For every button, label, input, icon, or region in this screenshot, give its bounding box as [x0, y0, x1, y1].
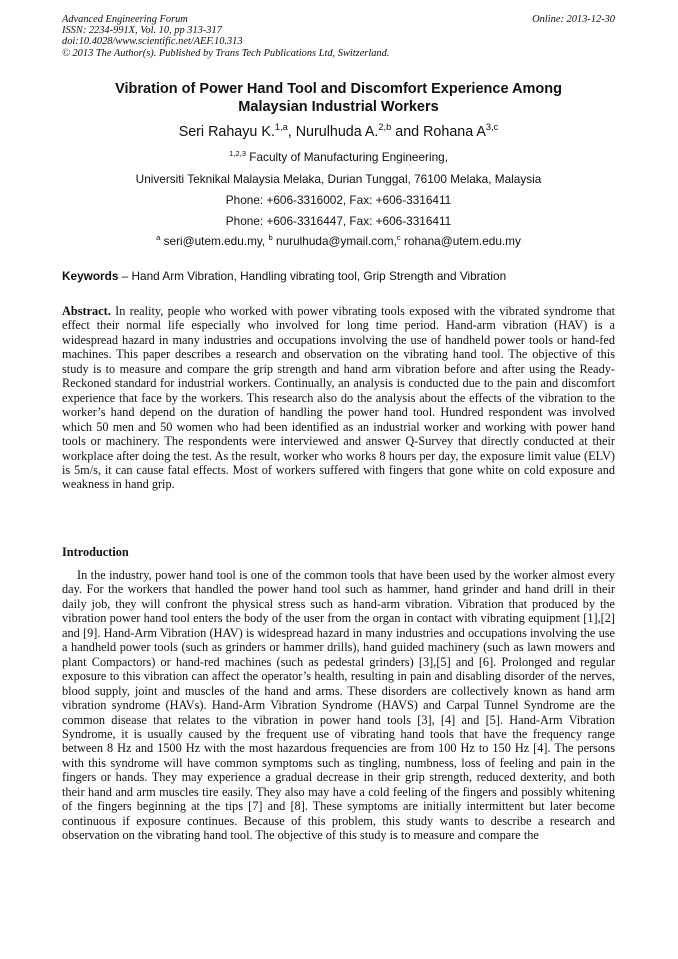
affiliation-phone-2: Phone: +606-3316447, Fax: +606-3316411	[225, 214, 452, 228]
issn-line: ISSN: 2234-991X, Vol. 10, pp 313-317	[62, 25, 222, 37]
journal-name: Advanced Engineering Forum	[62, 14, 188, 25]
author-1: Seri Rahayu K.	[178, 124, 275, 140]
abstract	[62, 304, 615, 492]
author-1-affiliation: 1,a	[274, 122, 288, 133]
author-separator: and	[391, 124, 424, 140]
keywords-text: – Hand Arm Vibration, Handling vibrating tool, Grip Strength and Vibration	[118, 269, 507, 283]
introduction-heading: Introduction	[62, 545, 129, 559]
online-date: Online: 2013-12-30	[532, 14, 615, 25]
keywords	[62, 269, 615, 283]
introduction-body: In the industry, power hand tool is one of the common tools that have been used by the worker almost every day. For the workers that handled the power hand tool such as hammer, hand grinder and hand drill in their daily job, they will confront the physical stress such as hand-arm vibration. Vibration that produced by the vibration power hand tool enters the body of the user from the organ in contact with vibrating equipment [1],[2] and [9]. Hand-Arm Vibration (HAV) is widespread hazard in many industries and occupations involving the use a handheld power tools (such as grinders or hammer drills), hand guided machinery (such as lawn mowers and plant Compactors) or hand-red machines (such as pedestal grinders) [3],[5] and [6]. Prolonged and regular exposure to this vibration can affect the operator’s health, resulting in pain and disabling disorder of the nerves, blood supply, joint and muscles of the hand and arms. These disorders are collectively known as hand arm vibration syndrome (HAVs). Hand-Arm Vibration Syndrome (HAVS) and Carpal Tunnel Syndrome are the common disease that relates to the vibration in power hand tools [3], [4] and [5]. Hand-Arm Vibration Syndrome, it is usually caused by the frequent use of vibrating hand tools that have the frequency range between 8 Hz and 1500 Hz with the most hazardous frequencies are from 100 Hz to 150 Hz [4]. The persons with this syndrome will have common symptoms such as tingling, numbness, loss of feeling and pain in the fingers or hands. They may experience a gradual decrease in their grip strength, reduced dexterity, and both their hand and arm muscles tire easily. They also may have a cold feeling of the fingers and possibly whitening of the fingers beginning at the tips [7] and [8]. These symptoms are initially intermittent but later become continuous if exposure continues. Because of this problem, this study wants to describe a research and observation on the vibrating hand tool. The objective of this study is to measure and compare the	[62, 568, 615, 843]
title-line-1: Vibration of Power Hand Tool and Discomfort Experience Among	[115, 81, 562, 97]
affiliation-university: Universiti Teknikal Malaysia Melaka, Durian Tunggal, 76100 Melaka, Malaysia	[135, 172, 542, 186]
author-2-affiliation: 2,b	[378, 122, 392, 133]
author-separator: ,	[287, 124, 296, 140]
author-3: Rohana A	[423, 124, 486, 140]
paper-title	[62, 80, 615, 116]
running-header	[62, 14, 615, 59]
email-b: nurulhuda@ymail.com,	[272, 234, 397, 248]
title-line-2: Malaysian Industrial Workers	[238, 99, 439, 115]
author-3-affiliation: 3,c	[485, 122, 499, 133]
email-c: rohana@utem.edu.my	[400, 234, 521, 248]
author-emails: $^a$ seri@utem.edu.my, $^b$ nurulhuda@ymail.com,$^c$ rohana@utem.edu.my	[156, 233, 521, 248]
author-2: Nurulhuda A.	[295, 124, 379, 140]
abstract-label: Abstract.	[62, 304, 111, 318]
abstract-text: In reality, people who worked with power vibrating tools exposed with the vibrated syndrome that effect their normal life especially who involved for long time period. Hand-arm vibration (HAV) is a widespread hazard in many industries and occupations involving the use of handheld power tools or hand-fed machines. This paper describes a research and observation on the vibrating hand tool. The objective of this study is to measure and compare the grip strength and hand arm vibration before and after using the Ready-Reckoned standard for industrial workers. Continually, an analysis is conducted due to the pain and discomfort experience that face by the workers. This research also do the analysis about the effects of the vibration to the worker’s hand depend on the duration of handling the power hand tool. Hundred respondent was involved which 50 men and 50 women who had been identified as an industrial worker and working with power hand tools or machinery. The respondents were interviewed and answer Q-Survey that directly conducted at their workplace after doing the test. As the result, worker who works 8 hours per day, the exposure limit value (ELV) is 5m/s, it can cause fatal effects. Most of workers suffered with fingers that gone white on cold exposure and weakness in hand grip.	[62, 304, 615, 492]
affiliation-faculty: $^{1,2,3}$ Faculty of Manufacturing Engineering,	[228, 149, 448, 164]
keywords-label: Keywords	[62, 269, 119, 283]
affiliation-phone-1: Phone: +606-3316002, Fax: +606-3316411	[225, 193, 452, 207]
affiliation-marker: 1,2,3	[228, 149, 247, 159]
copyright-line: © 2013 The Author(s). Published by Trans Tech Publications Ltd, Switzerland.	[62, 47, 390, 59]
email-a: seri@utem.edu.my,	[160, 234, 269, 248]
doi-line: doi:10.4028/www.scientific.net/AEF.10.313	[62, 36, 243, 48]
author-list	[62, 124, 615, 140]
